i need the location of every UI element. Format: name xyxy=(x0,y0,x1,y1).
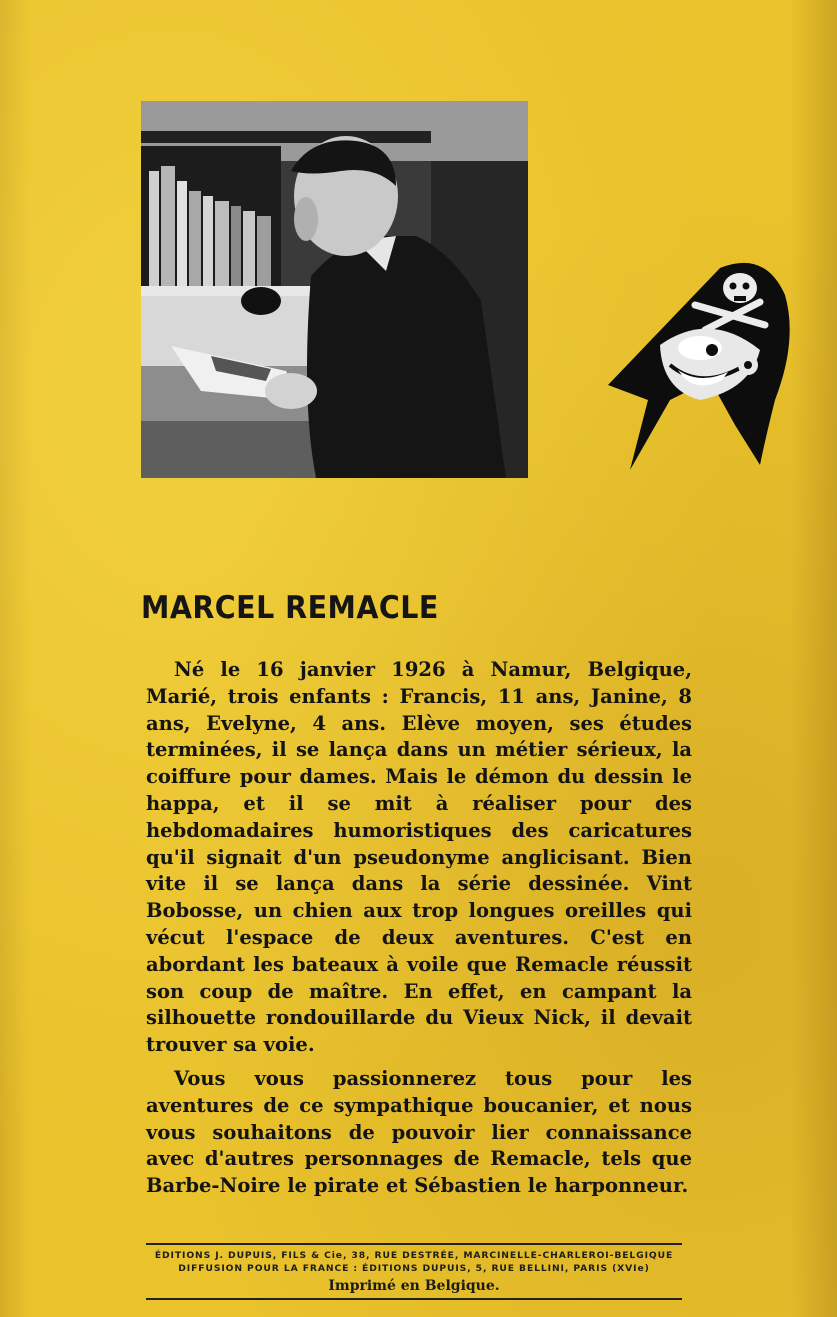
distribution-address: DIFFUSION POUR LA FRANCE : ÉDITIONS DUPUIS, 5, RUE BELLINI, PARIS (XVIe) xyxy=(178,1263,650,1274)
biography-paragraph: Né le 16 janvier 1926 à Namur, Belgique, Marié, trois enfants : Francis, 11 ans, Janine, 8 ans, Evelyne, 4 ans. Elève moyen, ses études terminées, il se lança dans un métier sérieux, la coiffure pour dames. Mais le démon du dessin le happa, et il se mit à réaliser pour des hebdomadaires humoristiques des caricatures qu'il signait d'un pseudonyme anglicisant. Bien vite il se lança dans la série dessinée. Vint Bobosse, un chien aux trop longues oreilles qui vécut l'espace de deux aventures. C'est en abordant les bateaux à voile que Remacle réussit son coup de maître. En effet, en campant la silhouette rondouillarde du Vieux Nick, il devait trouver sa voie. xyxy=(146,658,692,1057)
publisher-bottom-rule xyxy=(146,1298,682,1300)
author-photo xyxy=(141,101,528,478)
closing-paragraph: Vous vous passionnerez tous pour les aventures de ce sympathique boucanier, et nous vous souhaitons de pouvoir lier connaissance avec d'autres personnages de Remacle, tels que Barbe-Noire le pirate et Sébastien le harponneur. xyxy=(146,1067,692,1198)
printed-in-note: Imprimé en Belgique. xyxy=(328,1278,500,1294)
pirate-mascot-illustration xyxy=(600,250,800,480)
publisher-top-rule xyxy=(146,1243,682,1245)
author-name: MARCEL REMACLE xyxy=(141,590,439,626)
publisher-address: ÉDITIONS J. DUPUIS, FILS & Cie, 38, RUE DESTRÉE, MARCINELLE-CHARLEROI-BELGIQUE xyxy=(154,1250,674,1261)
